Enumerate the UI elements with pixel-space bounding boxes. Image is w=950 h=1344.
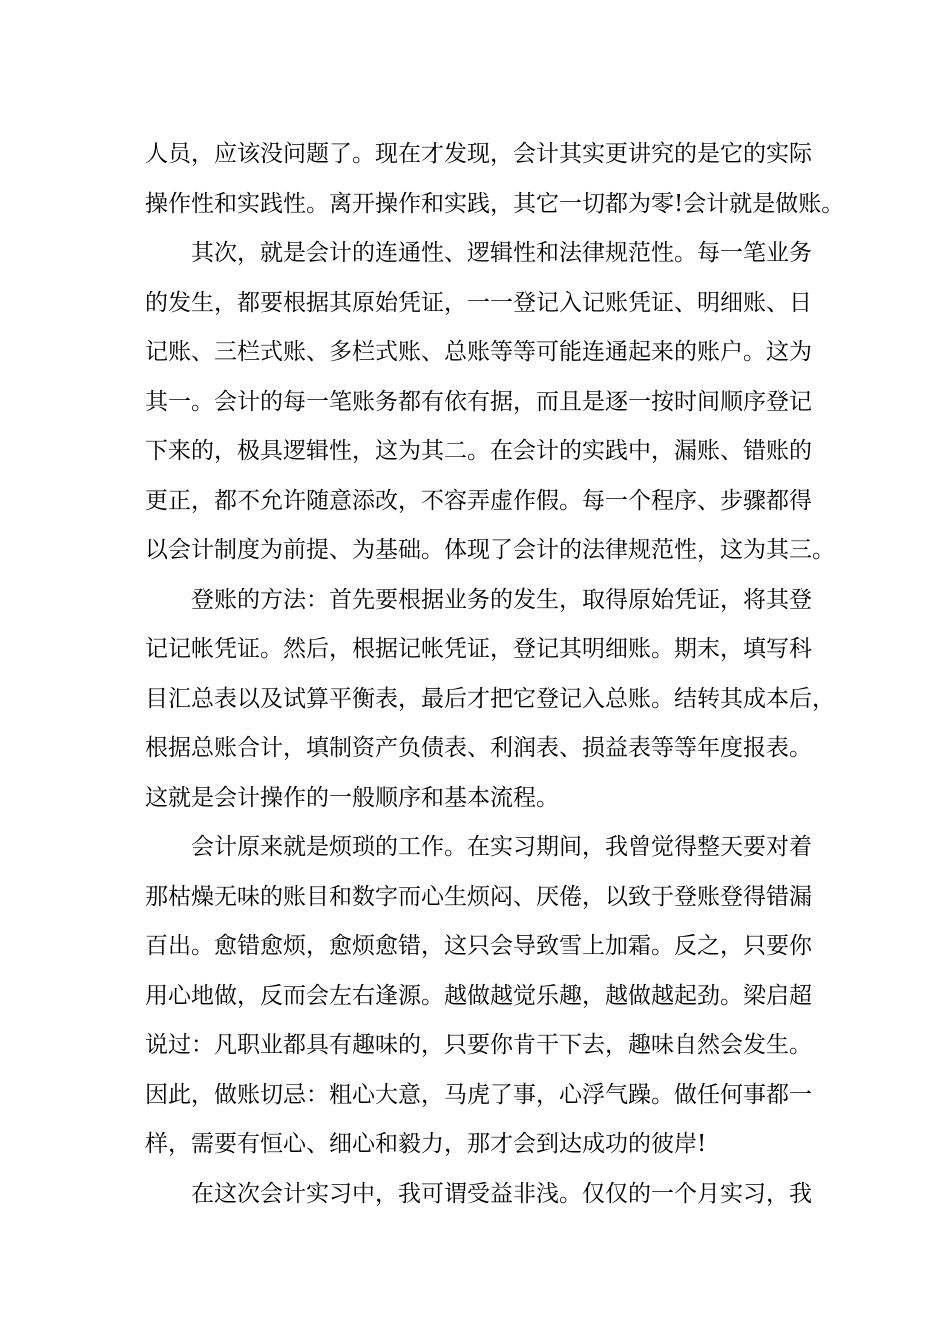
text-line: 目汇总表以及试算平衡表，最后才把它登记入总账。结转其成本后，: [145, 685, 835, 712]
text-line: 那枯燥无味的账目和数字而心生烦闷、厌倦，以致于登账登得错漏: [145, 883, 812, 910]
text-line: 记记帐凭证。然后，根据记帐凭证，登记其明细账。期末，填写科: [145, 636, 812, 662]
paragraph-start-line: 会计原来就是烦琐的工作。在实习期间，我曾觉得整天要对着: [191, 834, 812, 860]
text-line: 这就是会计操作的一般顺序和基本流程。: [145, 784, 559, 811]
text-line: 更正，都不允许随意添改，不容弄虚作假。每一个程序、步骤都得: [145, 487, 812, 514]
text-line: 下来的，极具逻辑性，这为其二。在会计的实践中，漏账、错账的: [145, 438, 812, 464]
text-line: 说过：凡职业都具有趣味的，只要你肯干下去，趣味自然会发生。: [145, 1032, 812, 1058]
text-line: 以会计制度为前提、为基础。体现了会计的法律规范性，这为其三。: [145, 537, 835, 563]
text-line: 样，需要有恒心、细心和毅力，那才会到达成功的彼岸!: [145, 1131, 707, 1157]
text-line: 的发生，都要根据其原始凭证，一一登记入记账凭证、明细账、日: [145, 289, 812, 316]
document-body: [145, 130, 845, 1219]
text-line: 人员，应该没问题了。现在才发现，会计其实更讲究的是它的实际: [145, 141, 812, 167]
text-line: 因此，做账切忌：粗心大意，马虎了事，心浮气躁。做任何事都一: [145, 1081, 812, 1108]
text-line: 根据总账合计，填制资产负债表、利润表、损益表等等年度报表。: [145, 735, 812, 761]
text-line: 操作性和实践性。离开操作和实践，其它一切都为零!会计就是做账。: [145, 190, 845, 217]
text-line: 记账、三栏式账、多栏式账、总账等等可能连通起来的账户。这为: [145, 339, 812, 365]
paragraph-start-line: 在这次会计实习中，我可谓受益非浅。仅仅的一个月实习，我: [191, 1180, 812, 1207]
text-line: 其一。会计的每一笔账务都有依有据，而且是逐一按时间顺序登记: [145, 388, 812, 415]
paragraph-start-line: 其次，就是会计的连通性、逻辑性和法律规范性。每一笔业务: [191, 240, 812, 266]
text-line: 用心地做，反而会左右逢源。越做越觉乐趣，越做越起劲。梁启超: [145, 982, 812, 1009]
text-line: 百出。愈错愈烦，愈烦愈错，这只会导致雪上加霜。反之，只要你: [145, 933, 812, 959]
paragraph-start-line: 登账的方法：首先要根据业务的发生，取得原始凭证，将其登: [191, 586, 812, 613]
